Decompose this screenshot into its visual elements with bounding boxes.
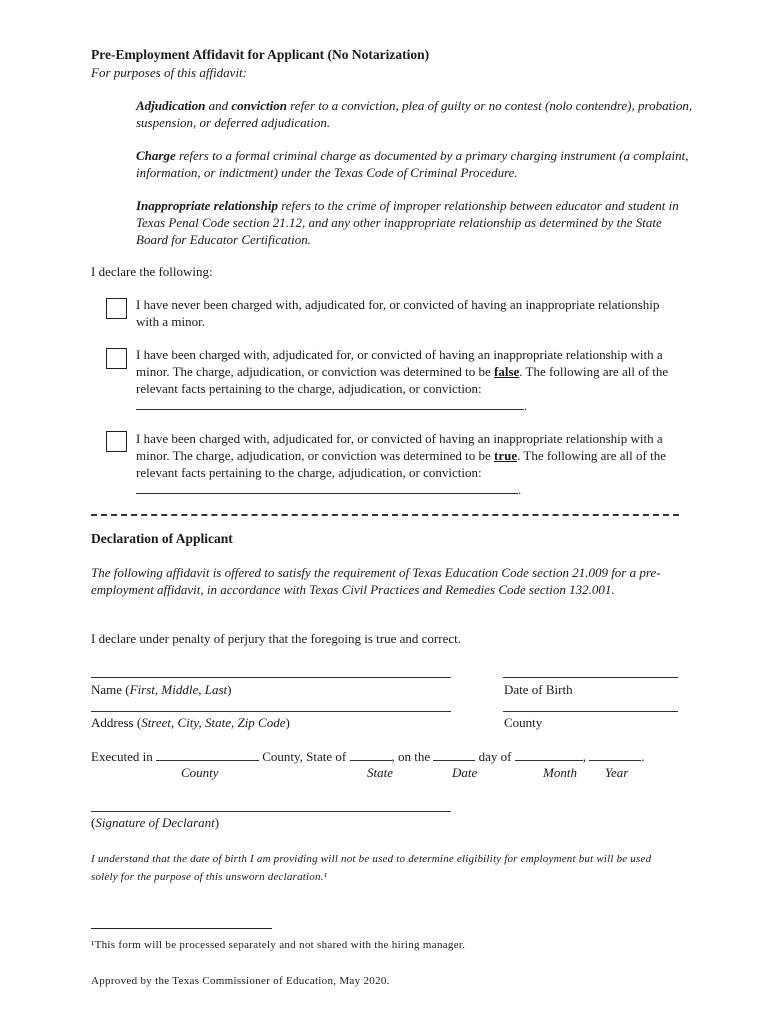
executed-year-field[interactable] [589, 748, 641, 761]
name-field[interactable] [91, 677, 451, 678]
approval-note: Approved by the Texas Commissioner of Education, May 2020. [91, 975, 390, 987]
term-inappropriate-relationship: Inappropriate relationship [136, 198, 278, 213]
checkbox-never-charged[interactable] [106, 298, 127, 319]
facts-field-true[interactable] [136, 481, 518, 494]
definition-adjudication: Adjudication and conviction refer to a conviction, plea of guilty or no contest (nolo contendre), probation, suspension, or deferred adjudication. [136, 98, 693, 130]
term-charge: Charge [136, 148, 176, 163]
county-label: County [504, 715, 543, 730]
executed-line: Executed in County, State of , on the day of , . [91, 749, 645, 764]
address-field[interactable] [91, 711, 451, 712]
option-charged-false-text: I have been charged with, adjudicated for, or convicted of having an inappropriate relationship with a minor. The charge, adjudication, or conviction was determined to be false. The following are all of the relevant facts pertaining to the charge, adjudication, or conviction: . [136, 347, 669, 414]
sublabel-county: County [181, 765, 219, 780]
signature-label: (Signature of Declarant) [91, 815, 220, 830]
word-true: true [494, 447, 518, 463]
checkbox-charged-false[interactable] [106, 348, 127, 369]
checkbox-charged-true[interactable] [106, 431, 127, 452]
definition-inappropriate-relationship: Inappropriate relationship refers to the crime of improper relationship between educator and student in Texas Penal Code section 21.12, and any other inappropriate relationship as determined by the State Board for Educator Certification. [136, 198, 679, 247]
term-conviction: conviction [231, 98, 287, 113]
term-adjudication: Adjudication [136, 98, 206, 113]
executed-day-field[interactable] [433, 748, 475, 761]
page-title: Pre-Employment Affidavit for Applicant (No Notarization) [91, 47, 430, 62]
date-of-birth-label: Date of Birth [504, 682, 573, 697]
footnote: ¹This form will be processed separately and not shared with the hiring manager. [91, 939, 466, 951]
declaration-text: The following affidavit is offered to satisfy the requirement of Texas Education Code section 21.009 for a pre-employment affidavit, in accordance with Texas Civil Practices and Remedies Code section 132.001. [91, 565, 661, 597]
declaration-heading: Declaration of Applicant [91, 531, 233, 546]
footnote-divider [91, 928, 272, 929]
section-divider [91, 514, 679, 516]
sublabel-date: Date [452, 765, 478, 780]
sublabel-state: State [367, 765, 393, 780]
option-never-charged-text: I have never been charged with, adjudicated for, or convicted of having an inappropriate relationship with a minor. [136, 297, 660, 329]
definition-charge: Charge refers to a formal criminal charge as documented by a primary charging instrument (a complaint, information, or indictment) under the Texas Code of Criminal Procedure. [136, 148, 689, 180]
purposes-intro: For purposes of this affidavit: [91, 65, 247, 80]
county-field[interactable] [503, 711, 678, 712]
sublabel-month: Month [543, 765, 577, 780]
signature-field[interactable] [91, 811, 451, 812]
penalty-statement: I declare under penalty of perjury that the foregoing is true and correct. [91, 631, 461, 646]
facts-field-false[interactable] [136, 397, 524, 410]
option-charged-true-text: I have been charged with, adjudicated for, or convicted of having an inappropriate relationship with a minor. The charge, adjudication, or conviction was determined to be true. The following are all of the relevant facts pertaining to the charge, adjudication, or conviction: . [136, 431, 666, 498]
dob-notice: I understand that the date of birth I am providing will not be used to determine eligibility for employment but will be used solely for the purpose of this unsworn declaration.¹ [91, 853, 652, 883]
word-false: false [494, 363, 520, 379]
date-of-birth-field[interactable] [503, 677, 678, 678]
address-label: Address (Street, City, State, Zip Code) [91, 715, 290, 730]
executed-state-field[interactable] [350, 748, 392, 761]
executed-county-field[interactable] [156, 748, 259, 761]
sublabel-year: Year [605, 765, 629, 780]
name-label: Name (First, Middle, Last) [91, 682, 232, 697]
executed-month-field[interactable] [515, 748, 583, 761]
declare-following: I declare the following: [91, 264, 213, 279]
